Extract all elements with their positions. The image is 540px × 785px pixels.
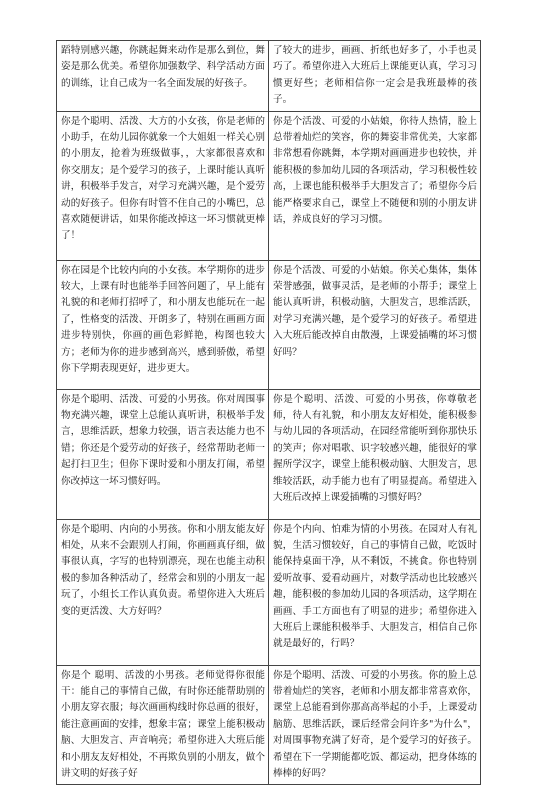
comment-cell-right: 了较大的进步，画画、折纸也好多了，小手也灵巧了。希望你进入大班后上课能更认真，学习习惯更好些；老师相信你一定会是我班最棒的孩子。 (269, 41, 481, 112)
comment-cell-left: 你是个聪明、内向的小男孩。你和小朋友能友好相处，从来不会跟别人打闹，你画画真仔细，做事很认真，字写的也特别漂亮，现在也能主动积极的参加各种活动了，经常会和别的小朋友一起玩了，小组长工作认真负责。希望你进入大班后变的更活泼、大方好吗？ (57, 519, 269, 665)
comment-cell-left: 你是个聪明、活泼、大方的小女孩，你是老师的小助手，在幼儿园你就象一个大姐姐一样关心别的小朋友，抢着为班级做事，，大家都很喜欢和你交朋友；是个爱学习的孩子，上课时能认真听讲，积极举手发言，对学习充满兴趣，是个爱劳动的好孩子。但你有时管不住自己的小嘴巴，总喜欢随便讲话，如果你能改掉这一坏习惯就更棒了！ (57, 111, 269, 260)
comment-cell-right: 你是个活泼、可爱的小姑娘，你待人热情，脸上总带着灿烂的笑容，你的舞姿非常优美，大家都非常想看你跳舞，本学期对画画进步也较快，并能积极的参加幼儿园的各项活动，学习积极性较高，上课也能积极举手大胆发言了；希望你今后能严格要求自己，课堂上不随便和别的小朋友讲话，养成良好的学习习惯。 (269, 111, 481, 260)
comment-cell-left: 你在园是个比较内向的小女孩。本学期你的进步较大，上课有时也能举手回答问题了，早上能有礼貌的和老师打招呼了，和小朋友也能玩在一起了，性格变的活泼、开朗多了，特别在画画方面进步特别快，你画的画色彩鲜艳，构图也较大方；老师为你的进步感到高兴，感到骄傲，希望你下学期表现更好，进步更大。 (57, 260, 269, 389)
table-row (57, 519, 481, 665)
comment-cell-right: 你是个聪明、活泼、可爱的小男孩，你尊敬老师，待人有礼貌，和小朋友友好相处，能积极参与幼儿园的各项活动，在园经常能听到你那快乐的笑声；你对唱歌、识字较感兴趣，能很好的掌握所学汉字，课堂上能积极动脑、大胆发言，思维较活跃，动手能力也有了明显提高。希望进入大班后改掉上课爱插嘴的习惯好吗？ (269, 389, 481, 519)
comment-cell-right: 你是个内向、怕难为情的小男孩。在园对人有礼貌，生活习惯较好，自己的事情自己做，吃饭时能保持桌面干净，从不剩饭，不挑食。你也特别爱听故事、爱看动画片，对数学活动也比较感兴趣，能积极的参加幼儿园的各项活动，这学期在画画、手工方面也有了明显的进步；希望你进入大班后上课能积极举手、大胆发言，相信自己你就是最好的，行吗？ (269, 519, 481, 665)
comment-cell-left: 你是个 聪明、活泼的小男孩。老师觉得你很能干：能自己的事情自己做，有时你还能帮助别的小朋友穿衣服；每次画画构线时你总画的很好，能注意画面的安排，想象丰富；课堂上能积极动脑、大胆发言、声音响亮；希望你进入大班后能和小朋友友好相处，不再欺负别的小朋友，做个讲文明的好孩子好 (57, 665, 269, 785)
comments-table (56, 40, 481, 785)
comment-cell-right: 你是个活泼、可爱的小姑娘。你关心集体，集体荣誉感强，做事灵活，是老师的小帮手；课堂上能认真听讲，积极动脑，大胆发言，思维活跃，对学习充满兴趣，是个爱学习的好孩子。希望进入大班后能改掉自由散漫，上课爱插嘴的坏习惯好吗？ (269, 260, 481, 389)
comment-cell-right: 你是个聪明、活泼、可爱的小男孩。你的脸上总带着灿烂的笑容，老师和小朋友都非常喜欢你，课堂上总能看到你那高高举起的小手，上课爱动脑筋、思维活跃，课后经常会问许多"为什么"，对周围事物充满了好奇，是个爱学习的好孩子。希望在下一学期能都吃饭、都运动，把身体练的棒棒的好吗？ (269, 665, 481, 785)
table-row (57, 111, 481, 260)
table-row (57, 665, 481, 785)
comment-cell-left: 你是个聪明、活泼、可爱的小男孩。你对周围事物充满兴趣，课堂上总能认真听讲，积极举手发言，思维活跃，想象力较强，语言表达能力也不错；你还是个爱劳动的好孩子，经常帮助老师一起打扫卫生；但你下课时爱和小朋友打闹，希望你改掉这一坏习惯好吗。 (57, 389, 269, 519)
table-row (57, 260, 481, 389)
table-row (57, 41, 481, 112)
comment-cell-left: 蹈特别感兴趣，你跳起舞来动作是那么到位，舞姿是那么优美。希望你加强数学、科学活动方面的训练，让自己成为一名全面发展的好孩子。 (57, 41, 269, 112)
table-row (57, 389, 481, 519)
